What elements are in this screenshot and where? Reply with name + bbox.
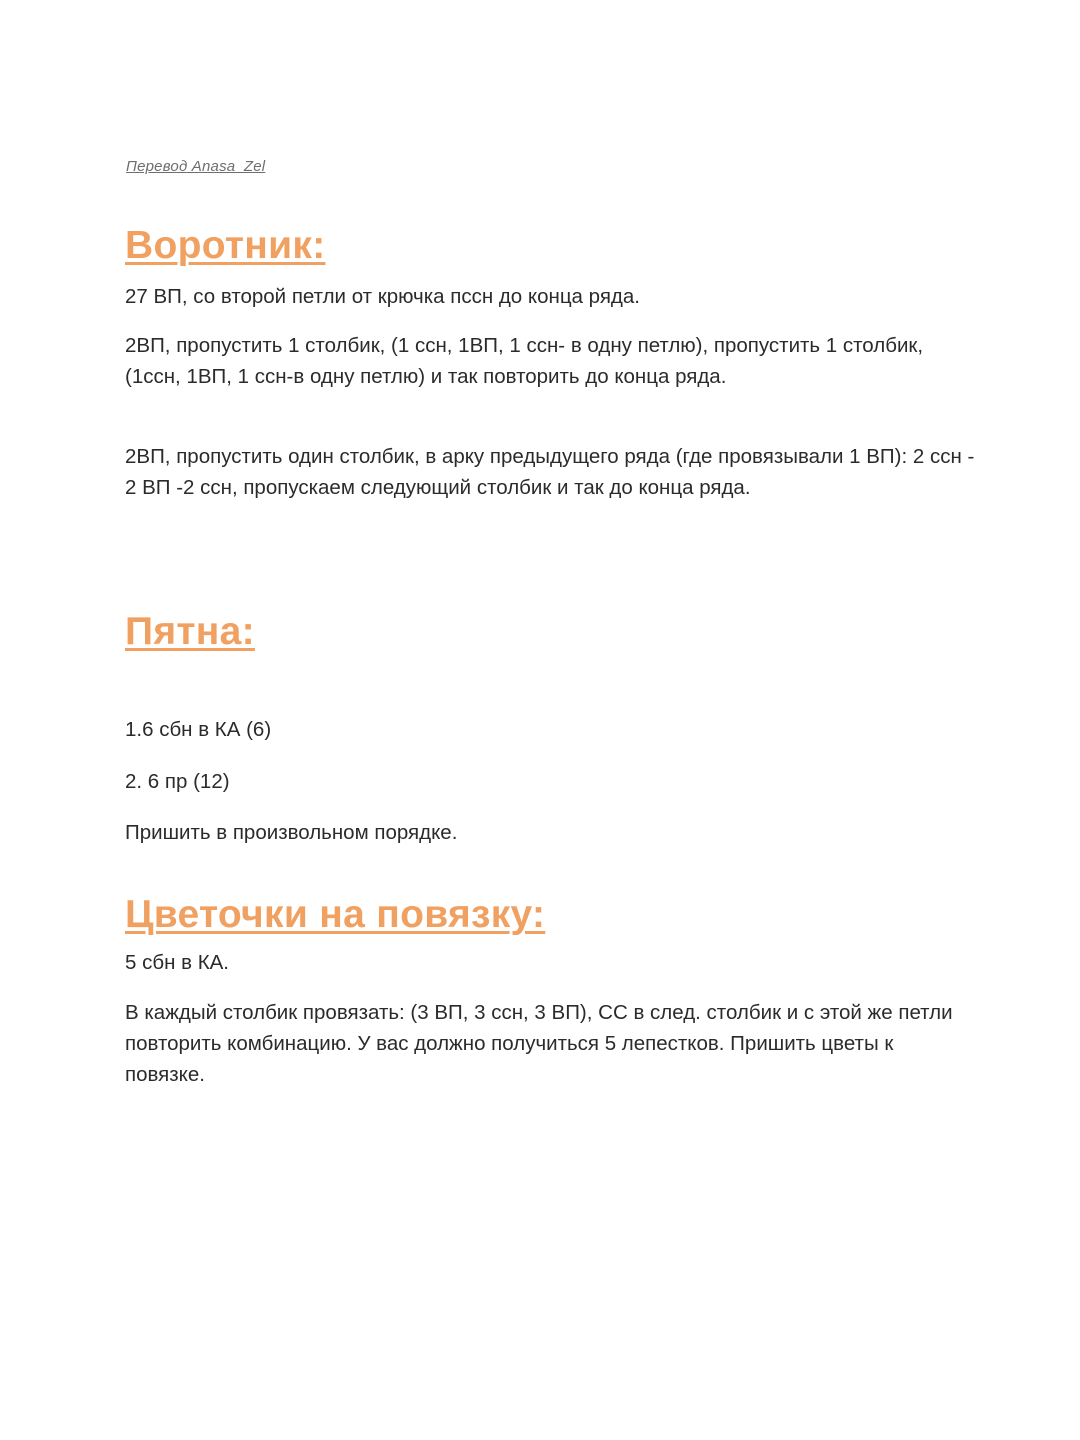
translation-credit: Перевод Anasa_Zel [126,158,266,175]
flowers-paragraph: 5 сбн в КА. [125,951,230,974]
section-title-collar: Воротник: [125,224,326,267]
section-title-spots: Пятна: [125,610,255,653]
spots-paragraph: 1.6 сбн в КА (6) [125,718,272,741]
spots-paragraph: Пришить в произвольном порядке. [125,821,458,844]
collar-paragraph: 2ВП, пропустить 1 столбик, (1 ссн, 1ВП, 1 ссн- в одну петлю), пропустить 1 столбик, (1ссн, 1ВП, 1 ссн-в одну петлю) и так повторить до конца ряда. [125,334,924,388]
spots-paragraph: 2. 6 пр (12) [125,770,230,793]
collar-paragraph: 2ВП, пропустить один столбик, в арку предыдущего ряда (где провязывали 1 ВП): 2 ссн - 2 ВП -2 ссн, пропускаем следующий столбик и так до конца ряда. [125,445,975,499]
collar-paragraph: 27 ВП, со второй петли от крючка пссн до конца ряда. [125,285,640,308]
flowers-paragraph: В каждый столбик провязать: (3 ВП, 3 ссн, 3 ВП), СС в след. столбик и с этой же петли повторить комбинацию. У вас должно получиться 5 лепестков. Пришить цветы к повязке. [125,1001,953,1086]
section-title-flowers: Цветочки на повязку: [125,893,546,936]
